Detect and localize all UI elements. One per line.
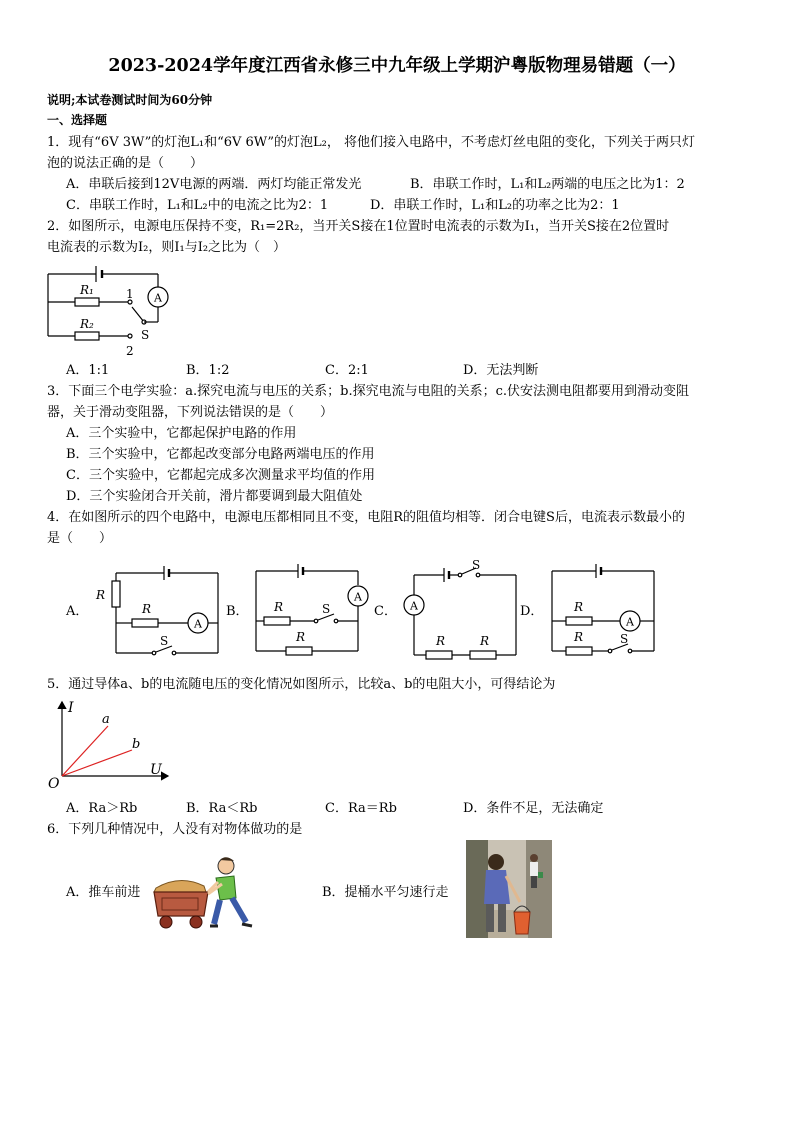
q4a-ammeter-label: A (194, 617, 202, 631)
q5-option-c[interactable]: C．Ra＝Rb (325, 801, 397, 816)
q3-stem-line1: 3．下面三个电学实验：a.探究电流与电压的关系；b.探究电流与电阻的关系；c.伏安法测电阻都要用到滑动变阻 (47, 384, 690, 399)
q4c-label-s: S (472, 558, 481, 572)
q5-line-b (62, 750, 132, 776)
q2-circuit-diagram (40, 262, 180, 358)
q4b-label-s: S (322, 602, 331, 616)
q5-iu-graph (44, 698, 174, 794)
q5-option-b[interactable]: B．Ra＜Rb (186, 801, 258, 816)
q4b-label-r-top: R (274, 600, 284, 614)
q6-push-cart-illustration (150, 852, 260, 932)
q1-option-a[interactable]: A．串联后接到12V电源的两端．两灯均能正常发光 (66, 177, 362, 192)
q4a-label-s: S (160, 634, 169, 648)
q4-option-d[interactable]: D． (520, 604, 544, 619)
page-title: 2023-2024学年度江西省永修三中九年级上学期沪粤版物理易错题（一） (108, 56, 686, 76)
q5-line-a (62, 726, 108, 776)
q2-label-r1: R₁ (80, 283, 94, 297)
q2-label-r2: R₂ (80, 317, 94, 331)
q4-circuit-b (252, 563, 372, 661)
q3-option-c[interactable]: C．三个实验中，它都起完成多次测量求平均值的作用 (66, 468, 375, 483)
q4b-ammeter-label: A (354, 590, 362, 604)
q5-origin: O (48, 776, 60, 792)
q1-stem-line2: 泡的说法正确的是（ ） (47, 156, 204, 171)
q2-option-a[interactable]: A．1:1 (66, 363, 110, 378)
q4-option-a[interactable]: A． (66, 604, 89, 619)
q4a-label-r: R (142, 602, 152, 616)
q4-circuit-d (548, 563, 660, 661)
q2-label-pos2: 2 (126, 344, 134, 358)
q2-stem-line1: 2．如图所示，电源电压保持不变，R₁=2R₂，当开关S接在1位置时电流表的示数为I₁，当开关S接在2位置时 (47, 219, 670, 234)
q6-stem-line1: 6．下列几种情况中，人没有对物体做功的是 (47, 822, 303, 837)
section-heading: 一、选择题 (47, 113, 108, 127)
q5-option-a[interactable]: A．Ra＞Rb (66, 801, 138, 816)
q4-stem-line1: 4．在如图所示的四个电路中，电源电压都相同且不变，电阻R的阻值均相等．闭合电键S后，电流表示数最小的 (47, 510, 685, 525)
exam-note: 说明;本试卷测试时间为60分钟 (47, 93, 213, 107)
q4-circuit-c (400, 558, 522, 661)
q4c-label-r1: R (436, 634, 446, 648)
q5-option-d[interactable]: D．条件不足，无法确定 (463, 801, 604, 816)
q1-option-d[interactable]: D．串联工作时，L₁和L₂的功率之比为2：1 (370, 198, 620, 213)
q4b-label-r-bottom: R (296, 630, 306, 644)
q3-option-d[interactable]: D．三个实验闭合开关前，滑片都要调到最大阻值处 (66, 489, 363, 504)
q4d-ammeter-label: A (626, 615, 634, 629)
q5-label-a: a (102, 712, 110, 727)
q2-option-c[interactable]: C．2:1 (325, 363, 369, 378)
q4-circuit-a (96, 563, 222, 661)
q1-option-b[interactable]: B．串联工作时，L₁和L₂两端的电压之比为1：2 (410, 177, 685, 192)
q4a-label-r-vertical: R (96, 588, 106, 602)
q6-option-b[interactable]: B．提桶水平匀速行走 (322, 885, 449, 900)
q1-stem-line1: 1．现有“6V 3W”的灯泡L₁和“6V 6W”的灯泡L₂， 将他们接入电路中，不考虑灯丝电阻的变化，下列关于两只灯 (47, 135, 696, 150)
q4d-label-r-bottom: R (574, 630, 584, 644)
q4d-label-s: S (620, 632, 629, 646)
q3-stem-line2: 器，关于滑动变阻器，下列说法错误的是（ ） (47, 405, 334, 420)
q2-ammeter-label: A (154, 291, 162, 305)
q2-option-b[interactable]: B．1:2 (186, 363, 230, 378)
q2-label-pos1: 1 (126, 287, 134, 301)
q4-option-c[interactable]: C． (374, 604, 397, 619)
q4c-label-r2: R (480, 634, 490, 648)
q3-option-a[interactable]: A．三个实验中，它都起保护电路的作用 (66, 426, 297, 441)
q4c-ammeter-label: A (410, 599, 418, 613)
q1-option-c[interactable]: C．串联工作时，L₁和L₂中的电流之比为2：1 (66, 198, 329, 213)
q2-stem-line2: 电流表的示数为I₂，则I₁与I₂之比为（ ） (47, 240, 287, 255)
q4-stem-line2: 是（ ） (47, 531, 113, 546)
q5-stem-line1: 5．通过导体a、b的电流随电压的变化情况如图所示，比较a、b的电阻大小，可得结论为 (47, 677, 556, 692)
q2-label-switch: S (141, 328, 150, 342)
q5-axis-i: I (68, 700, 74, 716)
q4d-label-r-top: R (574, 600, 584, 614)
q5-label-b: b (132, 737, 141, 752)
q5-axis-u: U (150, 762, 162, 778)
q2-option-d[interactable]: D．无法判断 (463, 363, 539, 378)
q3-option-b[interactable]: B．三个实验中，它都起改变部分电路两端电压的作用 (66, 447, 375, 462)
q6-carry-bucket-photo (466, 840, 552, 938)
q6-option-a[interactable]: A．推车前进 (66, 885, 141, 900)
q4-option-b[interactable]: B． (226, 604, 249, 619)
